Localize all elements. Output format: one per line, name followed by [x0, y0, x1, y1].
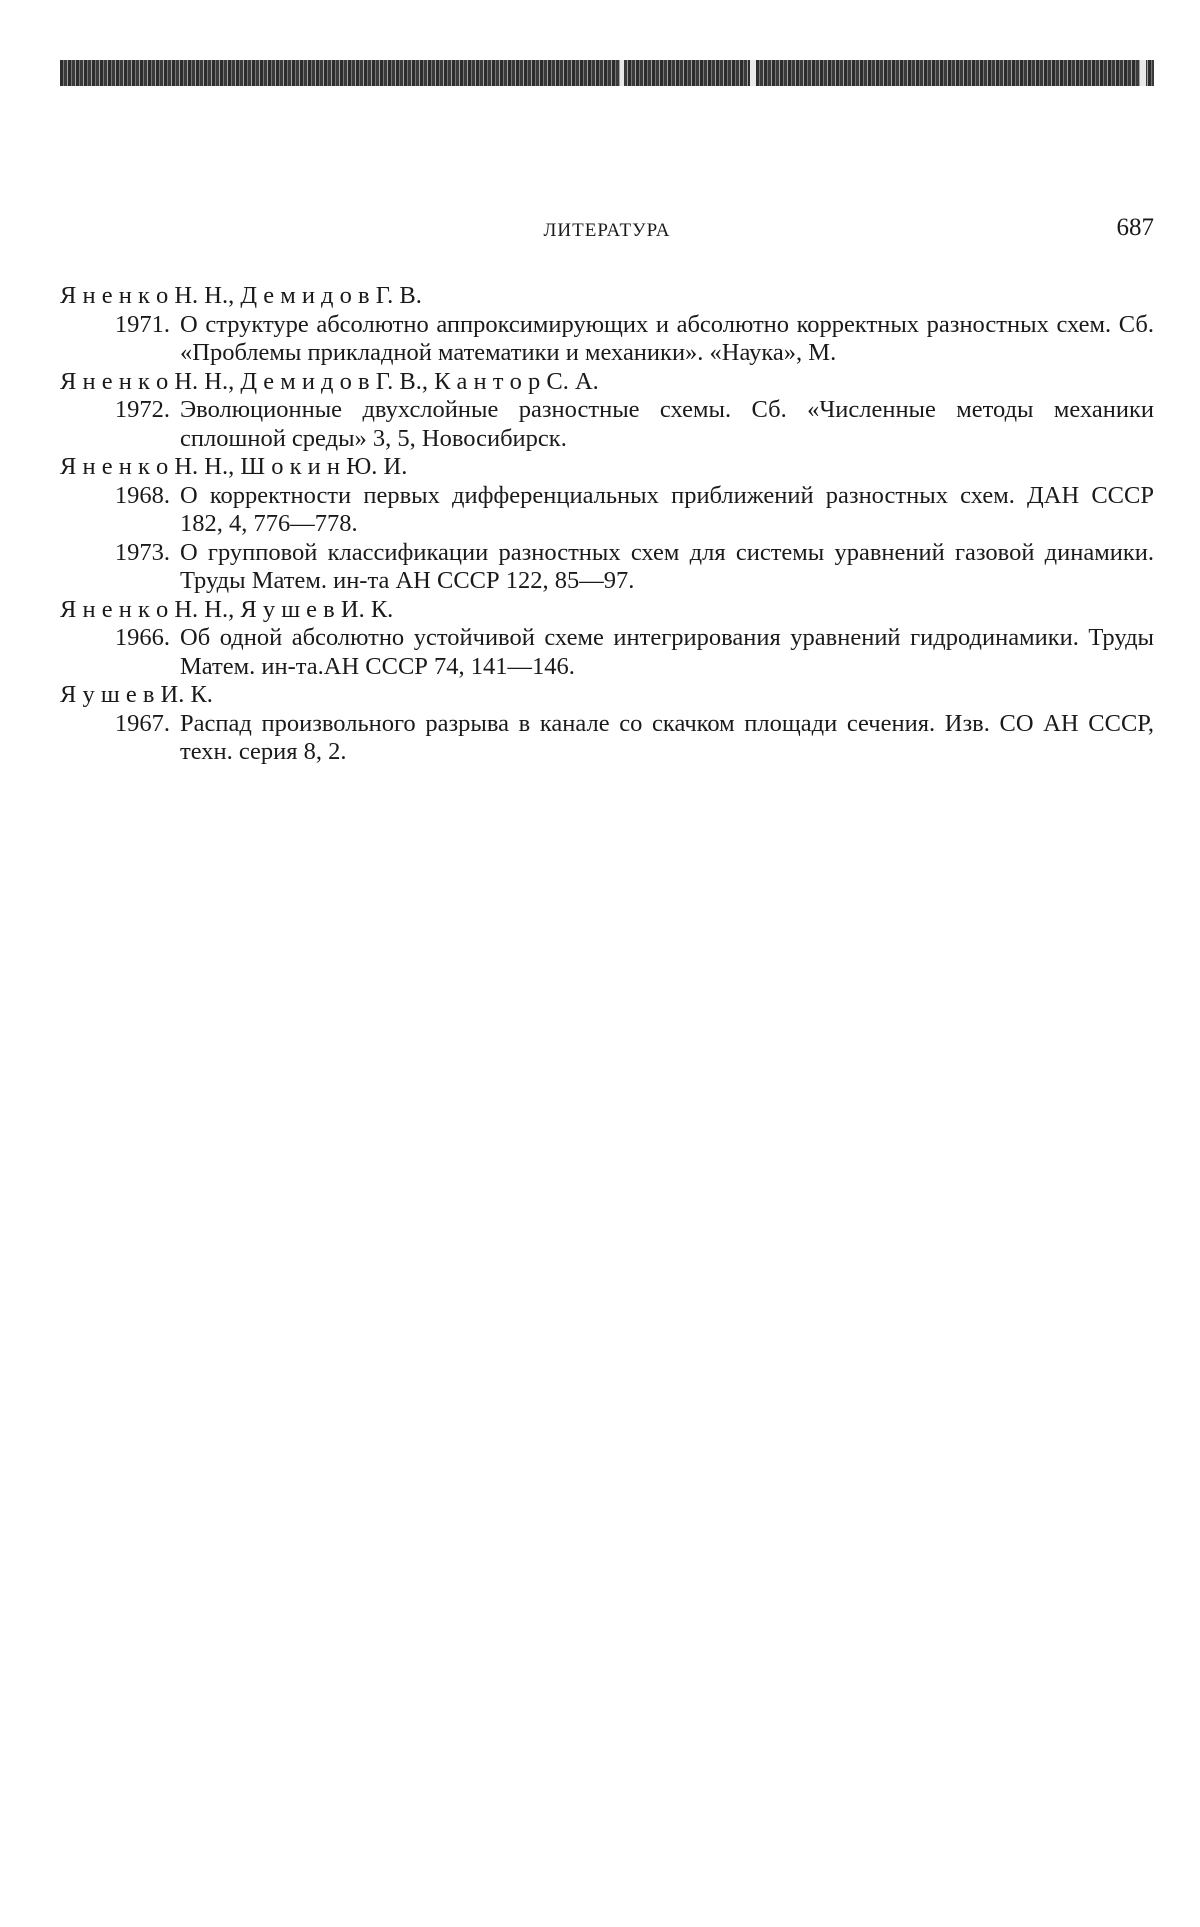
reference-author: Я н е н к о Н. Н., Я у ш е в И. К.: [60, 595, 394, 623]
reference-author: Я у ш е в И. К.: [60, 681, 213, 708]
reference-entry: [60, 710, 1154, 767]
page-number: 687: [1116, 214, 1154, 241]
reference-list: [60, 282, 1154, 767]
reference-year: 1973.: [114, 538, 170, 566]
reference-group: [60, 282, 1154, 368]
reference-text: Распад произвольного разрыва в канале со скачком площади сечения. Изв. СО АН СССР, техн. серия 8, 2.: [180, 709, 1154, 765]
author-surname: Я н е н к о: [60, 282, 169, 309]
reference-author: Я н е н к о Н. Н., Ш о к и н Ю. И.: [60, 453, 408, 480]
reference-year: 1967.: [114, 709, 170, 737]
author-initials: Н. Н.,: [174, 282, 241, 309]
reference-year: 1972.: [114, 396, 170, 423]
reference-text: О групповой классификации разностных схем для системы уравнений газовой динамики. Труды Матем. ин-та АН СССР 122, 85—97.: [180, 538, 1154, 594]
reference-text: Об одной абсолютно устойчивой схеме интегрирования уравнений гидродинамики. Труды Матем. ин-та.АН СССР 74, 141—146.: [180, 624, 1154, 680]
reference-text: О корректности первых дифференциальных приближений разностных схем. ДАН СССР 182, 4, 776—778.: [180, 481, 1154, 537]
coauthor-surname: Д е м и д о в: [240, 282, 370, 309]
reference-year: 1968.: [114, 481, 170, 509]
reference-entry: [60, 482, 1154, 539]
reference-group: [60, 368, 1154, 454]
running-title: ЛИТЕРАТУРА: [543, 220, 671, 241]
reference-entry: [60, 539, 1154, 596]
reference-year: 1971.: [114, 310, 170, 338]
reference-text: О структуре абсолютно аппроксимирующих и абсолютно корректных разностных схем. Сб. «Проблемы прикладной математики и механики». «Наука», М.: [180, 310, 1154, 366]
reference-entry: [60, 624, 1154, 681]
reference-author: Я н е н к о Н. Н., Д е м и д о в Г. В., К а н т о р С. А.: [60, 367, 599, 395]
coauthor-initials: Г. В.: [375, 282, 422, 309]
reference-entry: [60, 311, 1154, 368]
reference-group: [60, 681, 1154, 767]
reference-group: [60, 596, 1154, 682]
page-header: [60, 214, 1154, 248]
reference-group: [60, 453, 1154, 596]
reference-text: Эволюционные двухслойные разностные схемы. Сб. «Численные методы механики сплошной среды» 3, 5, Новосибирск.: [180, 396, 1154, 452]
reference-year: 1966.: [114, 624, 170, 651]
scan-artifact-band: [60, 60, 1154, 86]
reference-entry: [60, 396, 1154, 453]
reference-author: [60, 282, 1154, 311]
